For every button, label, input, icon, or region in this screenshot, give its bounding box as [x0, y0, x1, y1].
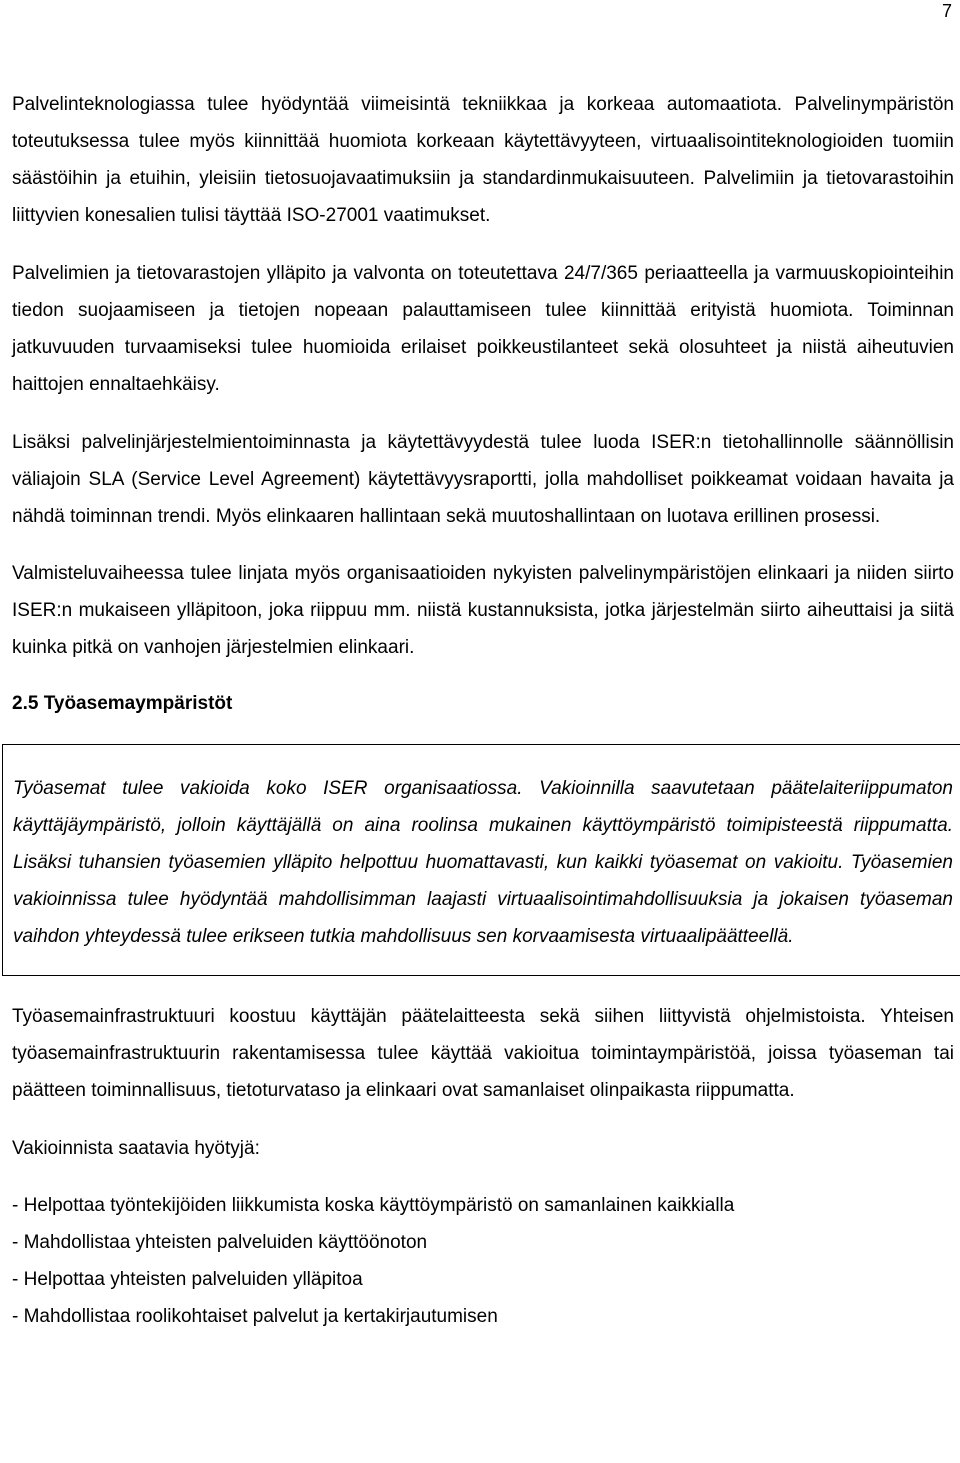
- benefits-intro: Vakioinnista saatavia hyötyjä:: [12, 1138, 260, 1159]
- list-item: - Helpottaa työntekijöiden liikkumista koska käyttöympäristö on samanlainen kaikkialla: [12, 1195, 735, 1216]
- page-number: 7: [941, 1, 952, 21]
- paragraph-sla-reporting: Lisäksi palvelinjärjestelmientoiminnasta ja käytettävyydestä tulee luoda ISER:n tietohallinnolle säännöllisin väliajoin SLA (Service Level Agreement) käytettävyysraportti, jolla mahdolliset poikkeamat voidaan havaita ja nähdä toiminnan trendi. Myös elinkaaren hallintaan sekä muutoshallintaan on luotava erillinen prosessi.: [12, 432, 954, 527]
- paragraph-maintenance: Palvelimien ja tietovarastojen ylläpito ja valvonta on toteutettava 24/7/365 periaatteella ja varmuuskopiointeihin tiedon suojaamiseen ja tietojen nopeaan palauttamiseen tulee kiinnittää erityistä huomiota. Toiminnan jatkuvuuden turvaamiseksi tulee huomioida erilaiset poikkeustilanteet sekä olosuhteet ja niistä aiheutuvien haittojen ennaltaehkäisy.: [12, 263, 954, 395]
- list-item: - Mahdollistaa yhteisten palveluiden käyttöönoton: [12, 1232, 428, 1253]
- list-item: - Helpottaa yhteisten palveluiden ylläpitoa: [12, 1269, 363, 1290]
- paragraph-preparation-phase: Valmisteluvaiheessa tulee linjata myös organisaatioiden nykyisten palvelinympäristöjen elinkaari ja niiden siirto ISER:n mukaiseen ylläpitoon, joka riippuu mm. niistä kustannuksista, jotka järjestelmän siirto aiheuttaisi ja siitä kuinka pitkä on vanhojen järjestelmien elinkaari.: [12, 563, 954, 658]
- benefits-list: [12, 1187, 954, 1335]
- document-body: [12, 86, 954, 1335]
- paragraph-workstation-infrastructure: Työasemainfrastruktuuri koostuu käyttäjän päätelaitteesta sekä siihen liittyvistä ohjelmistoista. Yhteisen työasemainfrastruktuurin rakentamisessa tulee käyttää vakioitua toimintaympäristöä, joissa työaseman tai päätteen toiminnallisuus, tietoturvataso ja elinkaari ovat samanlaiset olinpaikasta riippumatta.: [12, 1006, 954, 1101]
- boxed-summary-text: Työasemat tulee vakioida koko ISER organisaatiossa. Vakioinnilla saavutetaan päätelaiteriippumaton käyttäjäympäristö, jolloin käyttäjällä on aina roolinsa mukainen käyttöympäristö toimipisteestä riippumatta. Lisäksi tuhansien työasemien ylläpito helpottuu huomattavasti, kun kaikki työasemat on vakioitu. Työasemien vakioinnissa tulee hyödyntää mahdollisimman laajasti virtuaalisointimahdollisuuksia ja jokaisen työaseman vaihdon yhteydessä tulee erikseen tutkia mahdollisuus sen korvaamisesta virtuaalipäätteellä.: [13, 778, 953, 947]
- paragraph-server-technology: Palvelinteknologiassa tulee hyödyntää viimeisintä tekniikkaa ja korkeaa automaatiota. Palvelinympäristön toteutuksessa tulee myös kiinnittää huomiota korkeaan käytettävyyteen, virtuaalisointiteknologioiden tuomiin säästöihin ja etuihin, yleisiin tietosuojavaatimuksiin ja standardinmukaisuuteen. Palvelimiin ja tietovarastoihin liittyvien konesalien tulisi täyttää ISO-27001 vaatimukset.: [12, 94, 954, 226]
- list-item: - Mahdollistaa roolikohtaiset palvelut ja kertakirjautumisen: [12, 1306, 498, 1327]
- boxed-summary: [2, 744, 960, 976]
- section-heading: 2.5 Työasemaympäristöt: [12, 693, 233, 714]
